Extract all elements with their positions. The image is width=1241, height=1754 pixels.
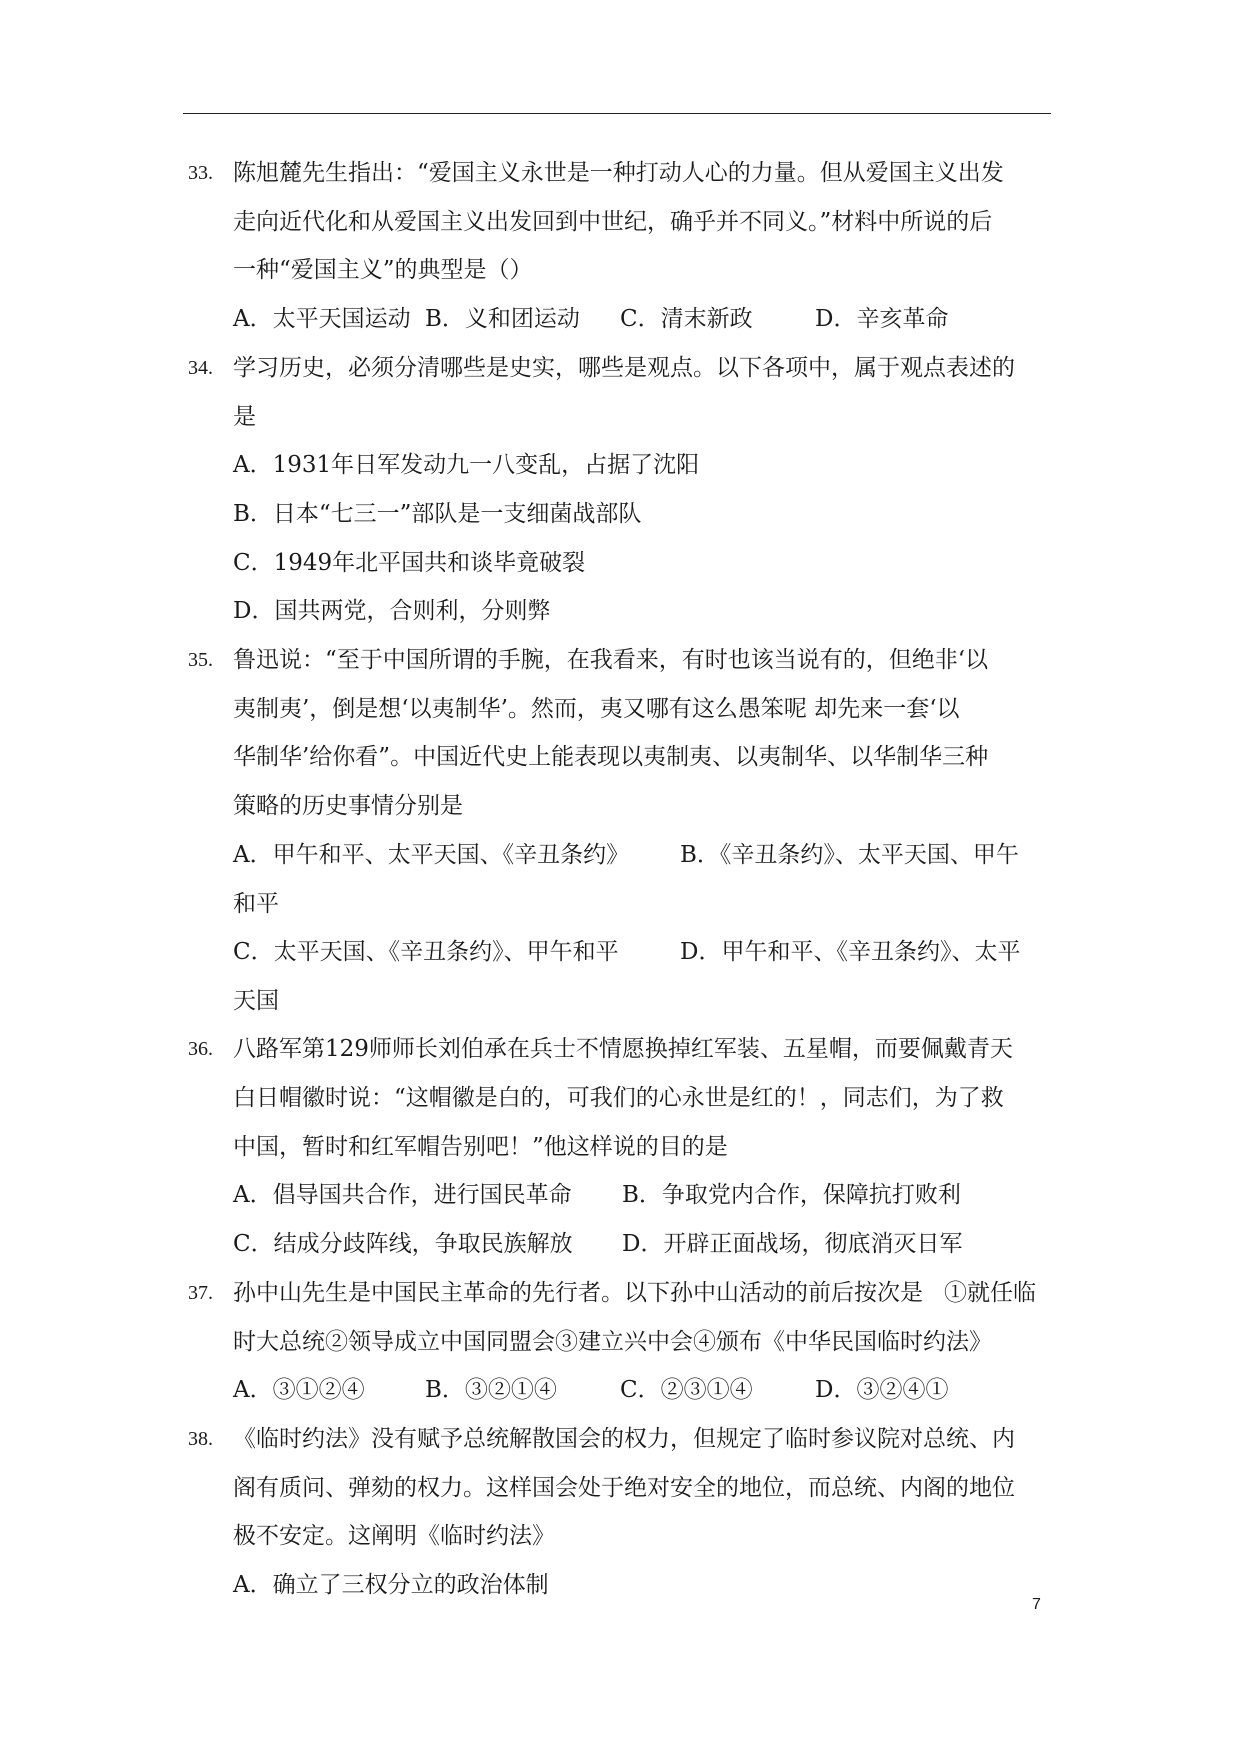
option-c: C．②③①④: [620, 1377, 753, 1403]
option-d-continued: 天国: [233, 988, 279, 1014]
question-text-line: 孙中山先生是中国民主革命的先行者。以下孙中山活动的前后按次是: [233, 1280, 923, 1306]
option-b: B．义和团运动: [425, 306, 580, 332]
option-b: B．争取党内合作，保障抗打败利: [622, 1182, 961, 1208]
option-c: C．1949年北平国共和谈毕竟破裂: [233, 550, 586, 576]
option-d: D．国共两党，合则利，分则弊: [233, 598, 551, 624]
question-number: 37.: [188, 1282, 213, 1304]
option-d: D．甲午和平、《辛丑条约》、太平: [680, 939, 1021, 965]
question-number: 36.: [188, 1038, 213, 1060]
question-text-line: 学习历史，必须分清哪些是史实，哪些是观点。以下各项中，属于观点表述的: [233, 355, 1015, 381]
option-a: A．太平天国运动: [233, 306, 411, 332]
option-b: B．日本“七三一”部队是一支细菌战部队: [233, 501, 642, 527]
question-text-line: 阁有质问、弹劾的权力。这样国会处于绝对安全的地位，而总统、内阁的地位: [233, 1475, 1015, 1501]
option-a: A．甲午和平、太平天国、《辛丑条约》: [233, 842, 630, 868]
question-text-line: 鲁迅说：“至于中国所谓的手腕，在我看来，有时也该当说有的，但绝非‘以: [233, 647, 989, 673]
question-text-line: 走向近代化和从爱国主义出发回到中世纪，确乎并不同义。”材料中所说的后: [233, 209, 993, 235]
option-d: D．辛亥革命: [815, 306, 949, 332]
question-number: 33.: [188, 162, 213, 184]
question-text-line: 策略的历史事情分别是: [233, 793, 463, 819]
option-a: A．1931年日军发动九一八变乱，占据了沈阳: [233, 452, 700, 478]
question-text-line: 白日帽徽时说：“这帽徽是白的，可我们的心永世是红的！，同志们，为了救: [233, 1085, 1004, 1111]
question-text-line: 陈旭麓先生指出：“爱国主义永世是一种打动人心的力量。但从爱国主义出发: [233, 160, 1004, 186]
question-text-line: 极不安定。这阐明《临时约法》: [233, 1523, 555, 1549]
option-b-continued: 和平: [233, 891, 279, 917]
question-text-line: 夷制夷’，倒是想‘以夷制华’。然而，夷又哪有这么愚笨呢 却先来一套‘以: [233, 696, 960, 722]
question-text-line: 是: [233, 404, 256, 430]
question-text-line-tail: ①就任临: [944, 1280, 1036, 1306]
option-c: C．清末新政: [620, 306, 753, 332]
option-a: A．确立了三权分立的政治体制: [233, 1572, 549, 1598]
option-b: B．《辛丑条约》、太平天国、甲午: [680, 842, 1019, 868]
option-a: A．③①②④: [233, 1377, 365, 1403]
question-text-line: 华制华’给你看”。中国近代史上能表现以夷制夷、以夷制华、以华制华三种: [233, 744, 989, 770]
question-text-line: 八路军第129师师长刘伯承在兵士不情愿换掉红军装、五星帽，而要佩戴青天: [233, 1036, 1013, 1062]
question-text-line: 一种“爱国主义”的典型是（）: [233, 257, 533, 283]
question-number: 34.: [188, 357, 213, 379]
question-number: 35.: [188, 649, 213, 671]
question-number: 38.: [188, 1428, 213, 1450]
option-a: A．倡导国共合作，进行国民革命: [233, 1182, 572, 1208]
question-text-line: 中国，暂时和红军帽告别吧！”他这样说的目的是: [233, 1134, 728, 1160]
question-text-line: 时大总统②领导成立中国同盟会③建立兴中会④颁布《中华民国临时约法》: [233, 1329, 992, 1355]
option-c: C．结成分歧阵线，争取民族解放: [233, 1231, 573, 1257]
page-number: 7: [1032, 1596, 1041, 1613]
header-rule: [183, 113, 1051, 114]
option-d: D．③②④①: [815, 1377, 949, 1403]
question-text-line: 《临时约法》没有赋予总统解散国会的权力，但规定了临时参议院对总统、内: [233, 1426, 1015, 1452]
option-b: B．③②①④: [425, 1377, 557, 1403]
option-d: D．开辟正面战场，彻底消灭日军: [622, 1231, 963, 1257]
option-c: C．太平天国、《辛丑条约》、甲午和平: [233, 939, 619, 965]
